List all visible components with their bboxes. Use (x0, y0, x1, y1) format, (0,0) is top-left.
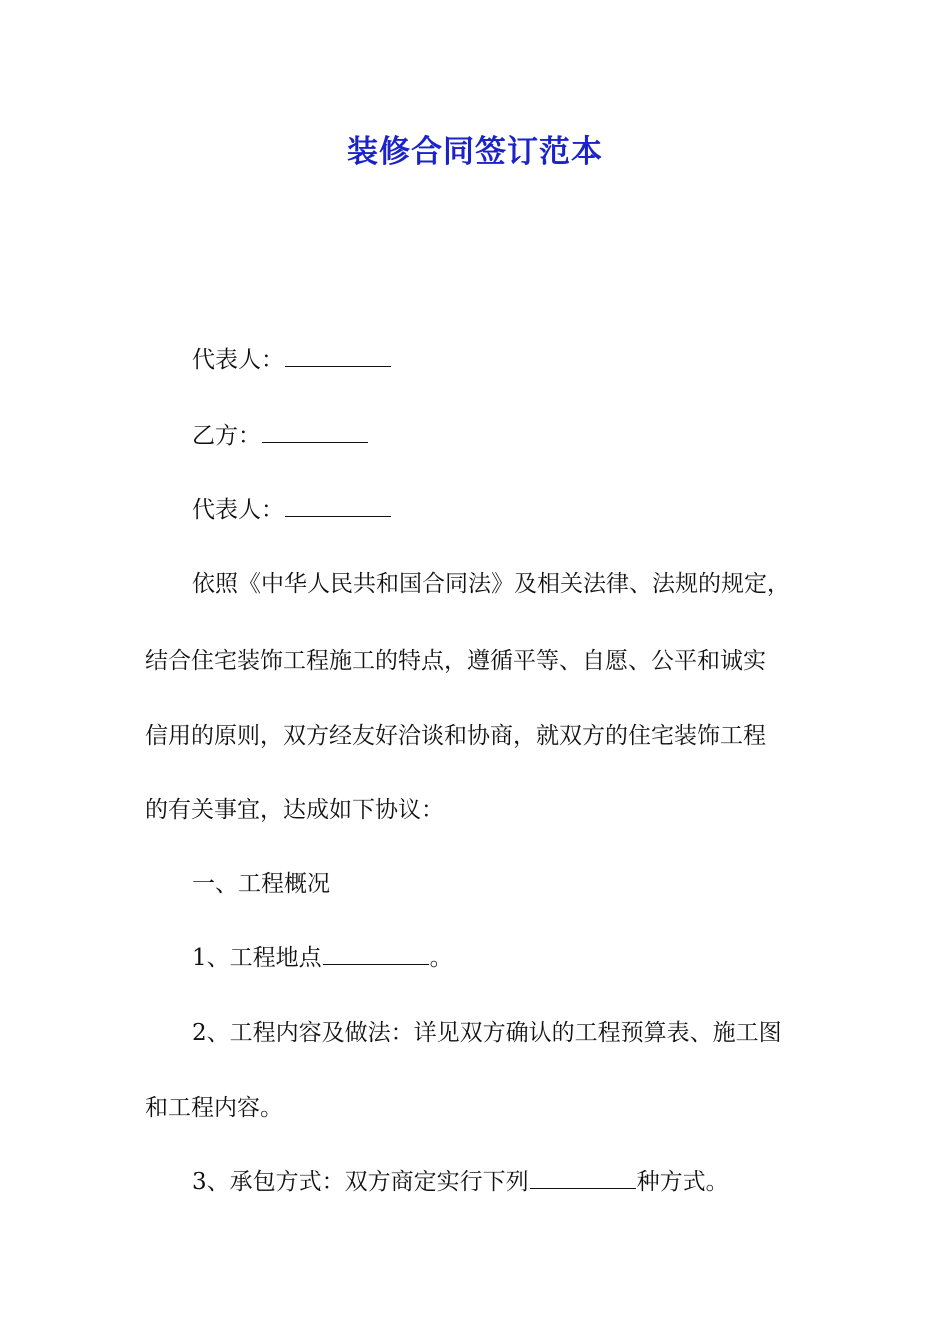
paragraph-line: 结合住宅装饰工程施工的特点，遵循平等、自愿、公平和诚实 (145, 648, 766, 674)
fill-in-blank (530, 1170, 636, 1189)
project-location-line: 1、工程地点 。 (192, 945, 453, 971)
paragraph-line: 信用的原则，双方经友好洽谈和协商，就双方的住宅装饰工程 (145, 723, 766, 749)
line-label: 3、承包方式：双方商定实行下列 (192, 1169, 529, 1195)
fill-in-blank (323, 946, 429, 965)
paragraph-line: 的有关事宜，达成如下协议： (145, 797, 444, 823)
fill-in-blank (285, 498, 391, 517)
fill-in-blank (262, 424, 368, 443)
line-label: 乙方： (192, 423, 261, 449)
line-label: 1、工程地点 (192, 945, 322, 971)
line-label: 代表人： (192, 497, 284, 523)
party-b-line (192, 416, 872, 456)
fill-in-blank (285, 348, 391, 367)
contract-method-line: 3、承包方式：双方商定实行下列 种方式。 (192, 1169, 729, 1195)
party-a-representative-line (192, 340, 872, 380)
paragraph-line: 2、工程内容及做法：详见双方确认的工程预算表、施工图 (192, 1020, 782, 1046)
party-b-representative-line (192, 490, 872, 530)
document-title: 装修合同签订范本 (347, 134, 603, 170)
line-label: 代表人： (192, 347, 284, 373)
section-heading: 一、工程概况 (192, 871, 330, 897)
paragraph-line: 和工程内容。 (145, 1095, 283, 1121)
paragraph-line: 依照《中华人民共和国合同法》及相关法律、法规的规定， (192, 571, 790, 597)
